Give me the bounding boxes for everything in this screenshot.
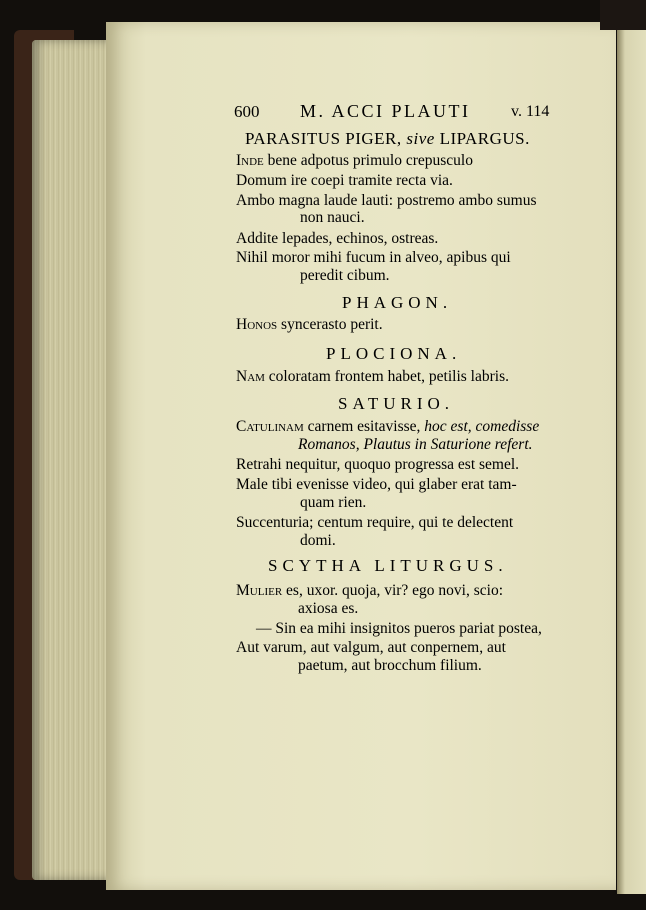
verse-line: peredit cibum. xyxy=(300,267,390,284)
initial-word: Inde xyxy=(236,152,264,169)
initial-word: Honos xyxy=(236,316,278,333)
verse-text: bene adpotus primulo crepusculo xyxy=(267,152,473,169)
initial-word: Mulier xyxy=(236,582,283,599)
running-title: M. ACCI PLAUTI xyxy=(300,101,471,121)
verse-line xyxy=(236,317,383,333)
page-edges xyxy=(32,40,114,880)
facing-page-edge xyxy=(617,26,646,894)
verse-line: — Sin ea mihi insignitos pueros pariat postea, xyxy=(256,620,542,637)
verse-line: quam rien. xyxy=(300,494,367,511)
page-number: 600 xyxy=(234,102,260,121)
verse-line: paetum, aut brocchum filium. xyxy=(298,657,482,674)
verse-line: axiosa es. xyxy=(298,600,359,617)
verse-text: coloratam frontem habet, petilis labris. xyxy=(268,368,509,385)
verse-line: Addite lepades, echinos, ostreas. xyxy=(236,230,439,247)
verse-italic: hoc est, comedisse xyxy=(424,418,540,435)
title-part: PARASITUS PIGER, xyxy=(245,129,402,148)
verse-line: Ambo magna laude lauti: postremo ambo sumus xyxy=(236,192,537,209)
initial-word: Catulinam xyxy=(236,418,304,435)
verse-line: Retrahi nequitur, quoquo progressa est semel. xyxy=(236,456,520,473)
verse-line: Romanos, Plautus in Saturione refert. xyxy=(298,436,533,453)
verse-line: Succenturia; centum require, qui te delectent xyxy=(236,514,514,531)
verse-line: Male tibi evenisse video, qui glaber erat tam- xyxy=(236,476,517,493)
verse-line xyxy=(236,419,539,435)
section-title: PLOCIONA. xyxy=(326,344,462,363)
verse-text: carnem esitavisse, xyxy=(307,418,421,435)
page-corner-shadow xyxy=(600,0,646,30)
section-title: SATURIO. xyxy=(338,394,455,413)
verse-line xyxy=(236,369,509,385)
verse-line xyxy=(236,583,503,599)
verse-line xyxy=(236,153,473,169)
section-title: PHAGON. xyxy=(342,293,453,312)
verse-line: Nihil moror mihi fucum in alveo, apibus qui xyxy=(236,249,511,266)
title-part: sive xyxy=(406,129,435,148)
initial-word: Nam xyxy=(236,368,265,385)
volume-marker: v. 114 xyxy=(511,103,550,120)
section-title: SCYTHA LITURGUS. xyxy=(268,556,508,575)
verse-line: Aut varum, aut valgum, aut conpernem, aut xyxy=(236,639,506,656)
verse-line: non nauci. xyxy=(300,209,365,226)
verse-text: es, uxor. quoja, vir? ego novi, scio: xyxy=(286,582,504,599)
title-part: LIPARGUS. xyxy=(439,129,530,148)
section-title xyxy=(245,130,530,147)
verse-line: Domum ire coepi tramite recta via. xyxy=(236,172,453,189)
verse-text: syncerasto perit. xyxy=(281,316,383,333)
verse-line: domi. xyxy=(300,532,336,549)
